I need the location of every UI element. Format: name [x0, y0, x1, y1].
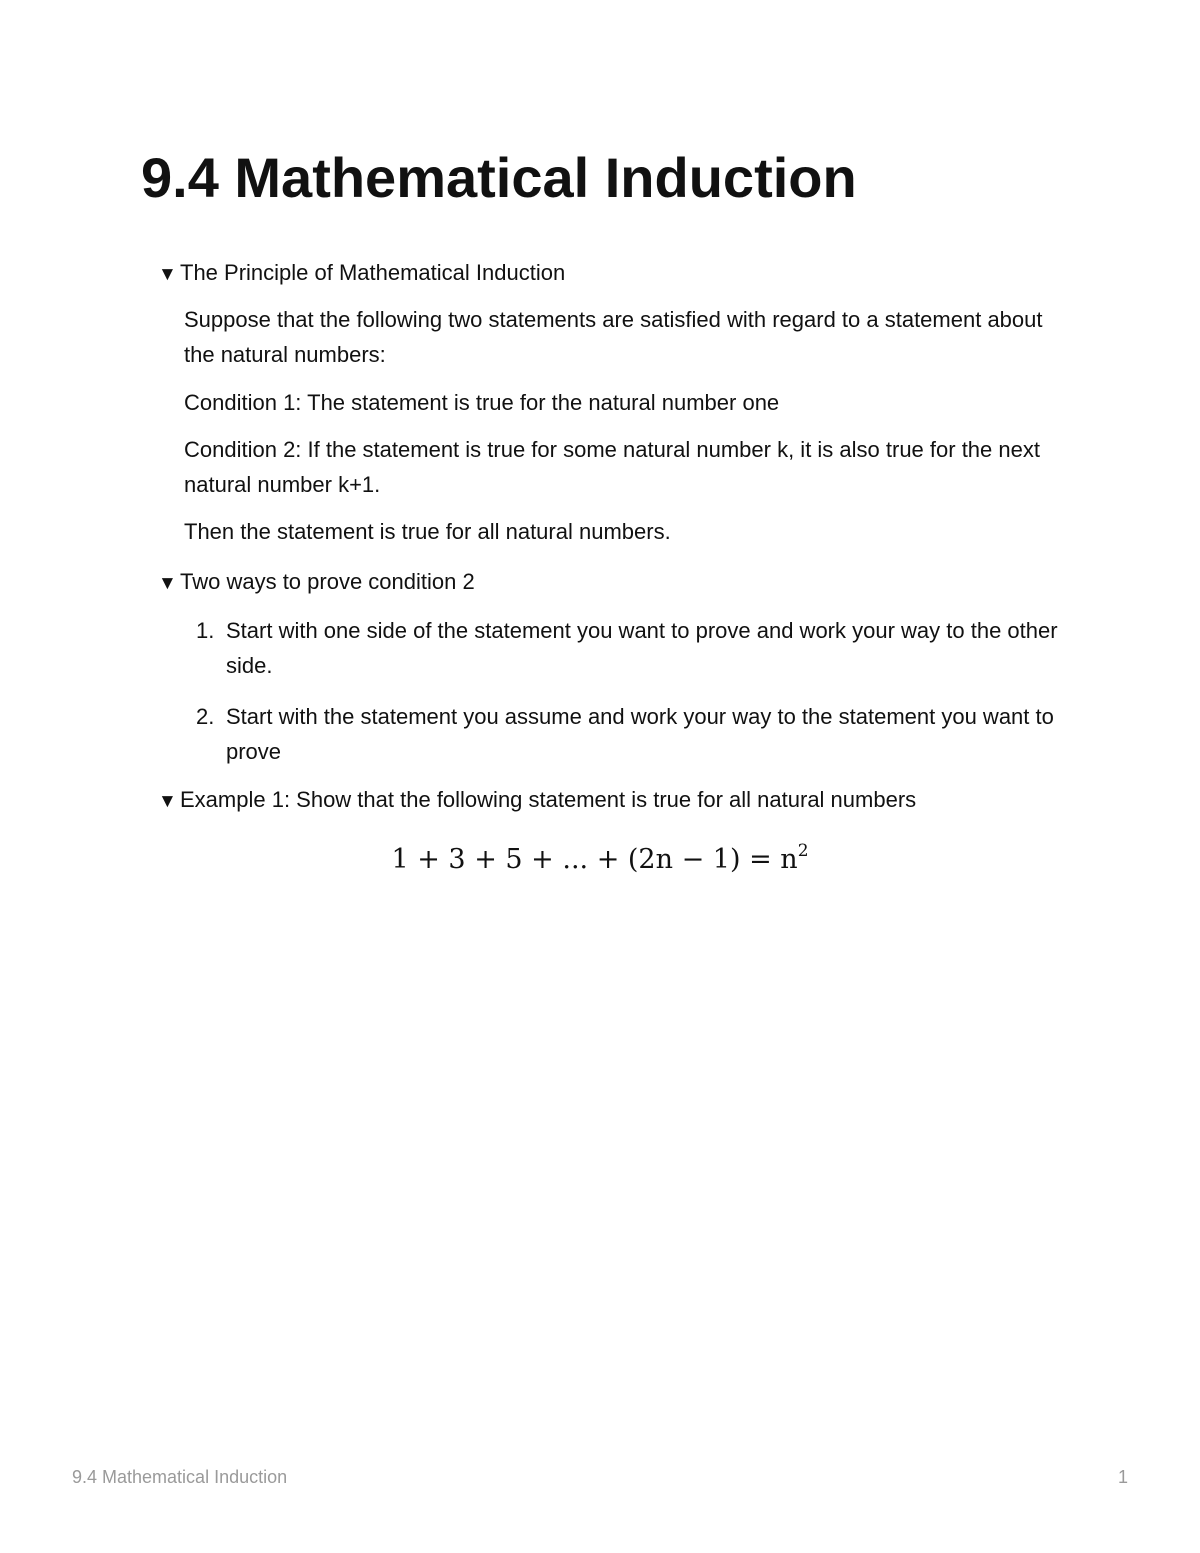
toggle-down-icon[interactable]: ▼	[158, 791, 177, 812]
paragraph-conclusion: Then the statement is true for all natural numbers.	[184, 519, 671, 544]
paragraph-suppose: Suppose that the following two statements are satisfied with regard to a statement about the natural numbers:	[184, 307, 1043, 367]
list-number: 2.	[196, 704, 215, 729]
toggle-two-ways[interactable]	[158, 567, 475, 599]
list-item	[184, 613, 1064, 683]
toggle-example-1[interactable]	[158, 785, 916, 817]
toggle-down-icon[interactable]: ▼	[158, 573, 177, 594]
equation-sum-odd-numbers	[0, 838, 1200, 882]
paragraph-condition-2: Condition 2: If the statement is true for some natural number k, it is also true for the next natural number k+1.	[184, 437, 1040, 497]
paragraph-condition-1: Condition 1: The statement is true for the natural number one	[184, 390, 780, 415]
toggle-principle[interactable]	[158, 258, 565, 290]
footer-page-number: 1	[1117, 1467, 1128, 1487]
page-title: 9.4 Mathematical Induction	[141, 146, 857, 209]
list-number: 1.	[196, 618, 215, 643]
toggle-heading-label: Example 1: Show that the following statement is true for all natural numbers	[180, 787, 917, 812]
equation-body: 1 + 3 + 5 + ... + (2n − 1) = n	[391, 844, 798, 875]
toggle-down-icon[interactable]: ▼	[158, 264, 177, 285]
footer-title: 9.4 Mathematical Induction	[72, 1467, 288, 1487]
toggle-heading-label: Two ways to prove condition 2	[180, 569, 475, 594]
list-text: Start with the statement you assume and work your way to the statement you want to prove	[226, 704, 1054, 764]
list-item	[184, 699, 1064, 769]
list-text: Start with one side of the statement you want to prove and work your way to the other side.	[226, 618, 1058, 678]
toggle-heading-label: The Principle of Mathematical Induction	[180, 260, 566, 285]
equation-exponent: 2	[797, 841, 809, 861]
